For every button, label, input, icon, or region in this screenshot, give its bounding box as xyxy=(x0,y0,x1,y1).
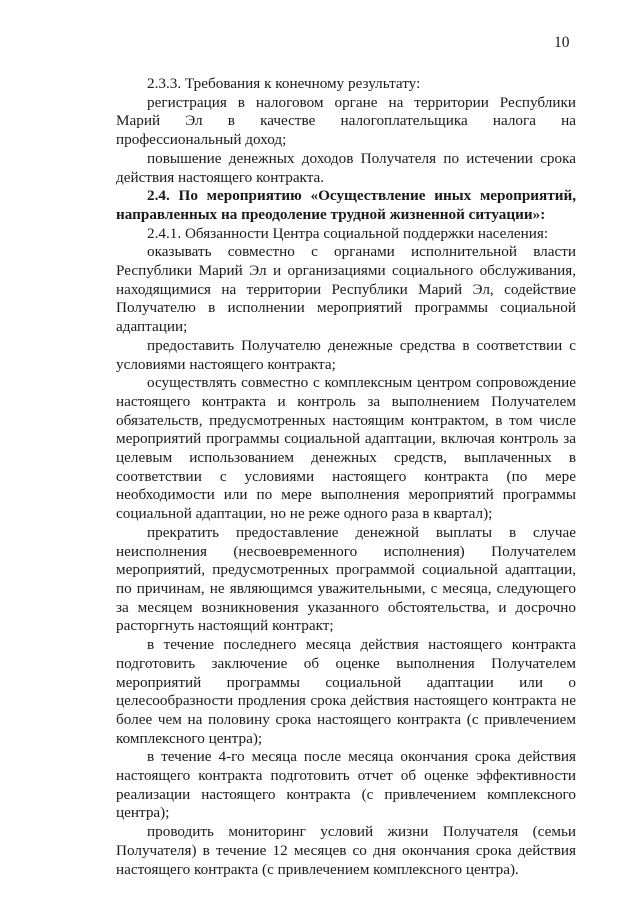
paragraph-req-registration: регистрация в налоговом органе на территории Республики Марий Эл в качестве налогоплательщика налога на профессиональный доход; xyxy=(116,93,576,149)
paragraph-duty-terminate: прекратить предоставление денежной выплаты в случае неисполнения (несвоевременного исполнения) Получателем мероприятий, предусмотренных программой социальной адаптации, по причинам, не являющимся уважительными, с месяца, следующего за месяцем возникновения указанного обстоятельства, и досрочно расторгнуть настоящий контракт; xyxy=(116,523,576,635)
paragraph-duty-living-monitoring: проводить мониторинг условий жизни Получателя (семьи Получателя) в течение 12 месяцев со дня окончания срока действия настоящего контракта (с привлечением комплексного центра). xyxy=(116,823,576,878)
paragraph-duty-last-month-report: в течение последнего месяца действия настоящего контракта подготовить заключение об оценке выполнения Получателем мероприятий программы социальной адаптации или о целесообразности продления срока действия настоящего контракта не более чем на половину срока настоящего контракта (с привлечением комплексного центра); xyxy=(116,636,576,747)
paragraph-req-result-heading: 2.3.3. Требования к конечному результату: xyxy=(147,75,421,92)
document-body xyxy=(116,75,576,879)
paragraph-duty-monitor-contract: осуществлять совместно с комплексным центром сопровождение настоящего контракта и контроль за выполнением Получателем обязательств, предусмотренных настоящим контрактом, в том числе мероприятий программы социальной адаптации, включая контроль за целевым использованием денежных средств, выплаченных в соответствии с условиями настоящего контракта (по мере необходимости или по мере выполнения мероприятий программы социальной адаптации, но не реже одного раза в квартал); xyxy=(116,374,576,523)
page-number: 10 xyxy=(554,34,570,51)
section-heading-section-2-4-title: 2.4. По мероприятию «Осуществление иных мероприятий, направленных на преодоление трудной жизненной ситуации»: xyxy=(116,187,576,223)
paragraph-duty-efficiency-report: в течение 4-го месяца после месяца окончания срока действия настоящего контракта подготовить отчет об оценке эффективности реализации настоящего контракта (с привлечением комплексного центра); xyxy=(116,748,576,822)
paragraph-req-income-increase: повышение денежных доходов Получателя по истечении срока действия настоящего контракта. xyxy=(116,149,576,186)
paragraph-duties-heading: 2.4.1. Обязанности Центра социальной поддержки населения: xyxy=(147,224,549,242)
paragraph-duty-assist: оказывать совместно с органами исполнительной власти Республики Марий Эл и организациями социального обслуживания, находящимися на территории Республики Марий Эл, содействие Получателю в исполнении мероприятий программы социальной адаптации; xyxy=(116,243,576,336)
paragraph-duty-provide-funds: предоставить Получателю денежные средства в соответствии с условиями настоящего контракта; xyxy=(116,336,576,373)
